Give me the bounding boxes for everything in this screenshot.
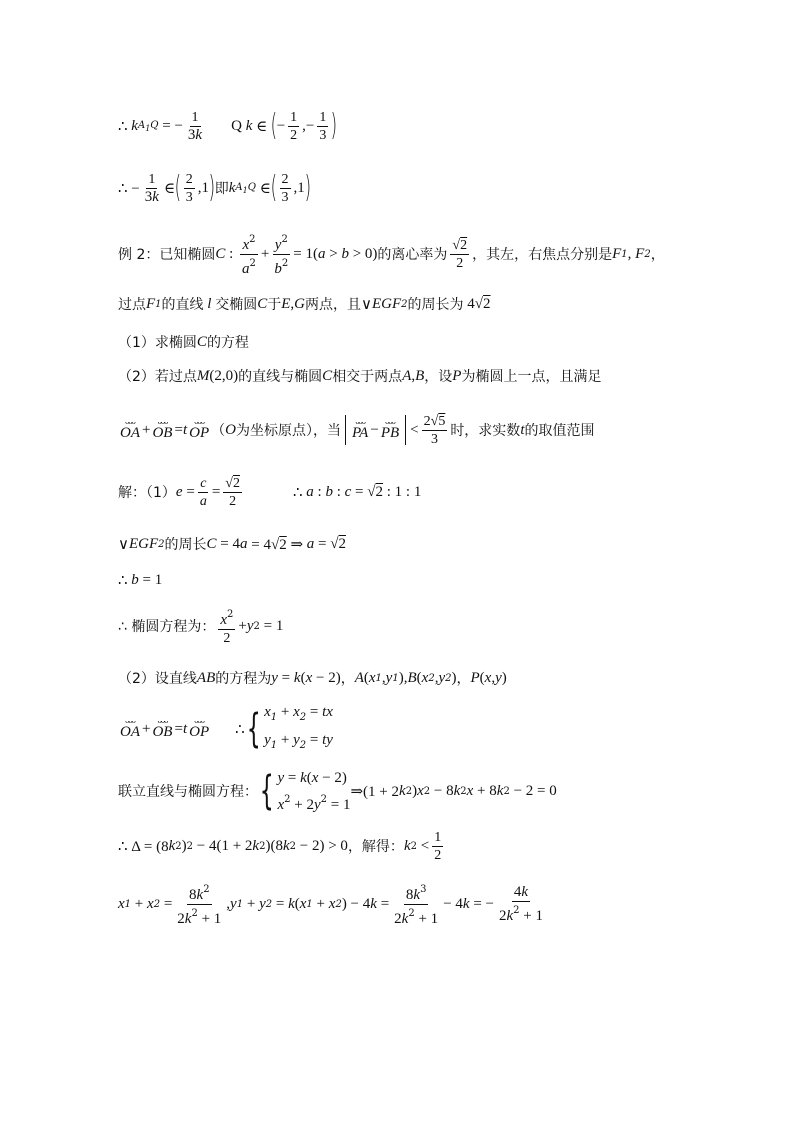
line-8: 解：（1） e = $\frac{c}{a}$ = $\frac{√2}{2}$ ∴ a : b : c = √2 : 1 : 1: [118, 475, 422, 509]
line-6: （2）若过点 M (2,0) 的直线与椭圆 C 相交于两点 A , B ，设 P 为椭圆上一点，且满足: [118, 367, 602, 385]
line-11: ∴ 椭圆方程为： $\frac{x^2}{2}$ + y 2 = 1: [118, 606, 754, 646]
line-15: ∴ Δ = (8 k 2 ) 2 − 4(1 + 2 k 2 )(8 k 2 − 2) > 0 ，解得： k 2 < $\frac{1}{2}$: [118, 829, 442, 863]
line-13: ᴗᴗᴗ OA + ᴗᴗᴗ OB = t ᴗᴗᴗ OP ∴ { $x_1 + x_2$ = tx $y_1 + y_2$ = ty: [120, 704, 333, 752]
line-3: 例 2：已知椭圆 C : $\frac{x^2}{a^2}$ + $\frac{y^2}{b^2}$ = 1( a > b > 0) 的离心率为 $\frac{√2}{2}$ ，其左，右焦点分别是 F 1 , F 2 ，: [118, 234, 754, 274]
line-5: （1）求椭圆 C 的方程: [118, 333, 249, 351]
line-2: ∴ − $\frac{1}{3k}$ ∈ ( $\frac{2}{3}$ ,1 ) 即 k $A_1Q$ ∈ ( $\frac{2}{3}$ ,1 ): [118, 170, 311, 205]
line-4: 过点 F 1 的直线 l 交椭圆 C 于 E , G 两点，且 ∨ EGF 2 的周长为 4√2: [118, 295, 491, 313]
line-12: （2）设直线 AB 的方程为 y = k ( x − 2) ， A ( x 1 , y 1 ), B ( x 2 , y 2 ) ， P ( x , y ): [118, 669, 507, 687]
line-10: ∴ b = 1: [118, 571, 163, 589]
line-16: x 1 + x 2 = $\frac{8k^2}{2k^2 + 1}$ , y 1 + y 2 = k ( x 1 + x 2 ) − 4 k = $\frac{8k^3}{2k^2 + 1}$ − 4 k = − $\frac{4k}{2k^2 + 1}$: [118, 882, 754, 926]
line-9: ∨ EGF 2 的周长 C = 4 a = 4√2 ⇒ a = √2: [118, 535, 346, 553]
line-1: ∴ k $A_1Q$ = − $\frac{1}{3k}$ Q k ∈ ( − $\frac{1}{2}$ ,− $\frac{1}{3}$ ): [118, 108, 338, 143]
line-7: ᴗᴗᴗ OA + ᴗᴗᴗ OB = t ᴗᴗᴗ OP （ O 为坐标原点），当 ᴗᴗᴗ PA − ᴗᴗᴗ PB < $\frac{2√5}{3}$ 时，求实数 t 的取值范围: [120, 413, 595, 447]
line-14: 联立直线与椭圆方程： { y = k(x − 2) $x^2 + 2y^2 = 1$ ⇒(1 + 2 k 2 ) x 2 − 8 k 2 x + 8 k 2 − 2 = 0: [118, 768, 557, 814]
